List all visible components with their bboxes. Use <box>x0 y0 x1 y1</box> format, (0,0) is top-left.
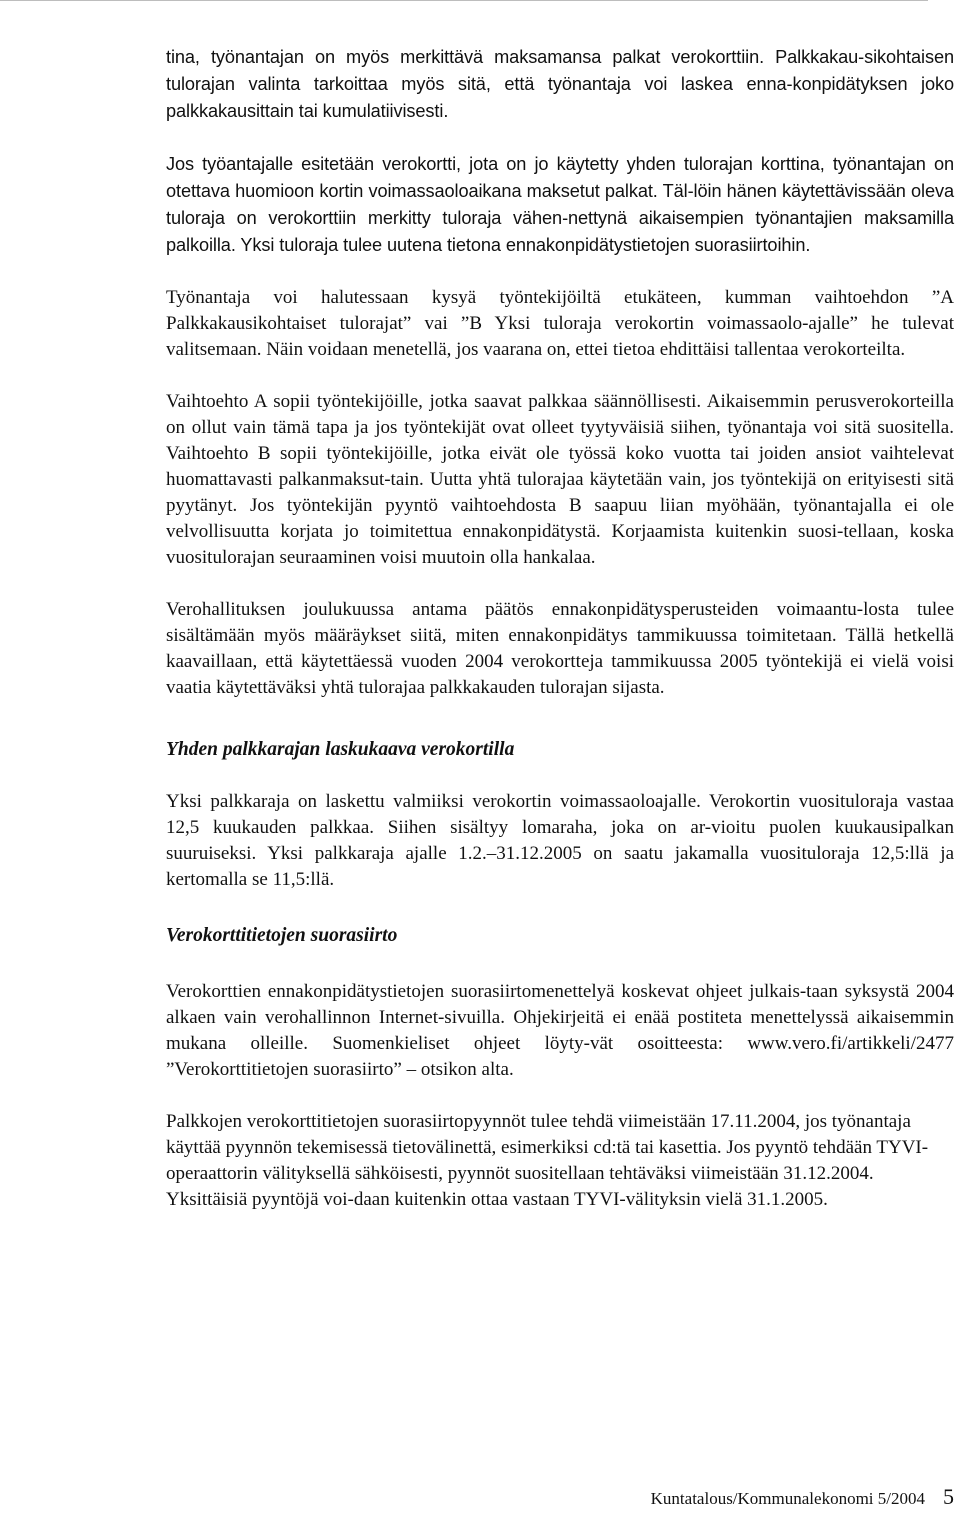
heading-formula: Yhden palkkarajan laskukaava verokortilla <box>166 739 515 760</box>
paragraph-3 <box>166 285 954 363</box>
paragraph-6 <box>166 789 954 893</box>
paragraph-7 <box>166 979 954 1083</box>
paragraph-8 <box>166 1109 954 1213</box>
paragraph-6-text: Yksi palkkaraja on laskettu valmiiksi verokortin voimassaoloajalle. Verokortin vuosituloraja vastaa 12,5 kuukauden palkkaa. Siihen sisältyy lomaraha, joka on ar-vioitu puolen kuukausipalkan suuruiseksi. Yksi palkkaraja ajalle 1.2.–31.12.2005 on saatu jakamalla vuosituloraja 12,5:llä ja kertomalla se 11,5:llä. <box>166 791 954 890</box>
footer-publication: Kuntatalous/Kommunalekonomi 5/2004 <box>650 1489 925 1508</box>
paragraph-4 <box>166 389 954 571</box>
paragraph-3-text: Työnantaja voi halutessaan kysyä työntekijöiltä etukäteen, kumman vaihtoehdon ”A Palkkakausikohtaiset tulorajat” vai ”B Yksi tuloraja verokortin voimassaolo-ajalle” he tulevat valitsemaan. Näin voidaan menetellä, jos vaarana on, ettei tietoa ehdittäisi tallentaa verokorteilta. <box>166 287 954 360</box>
paragraph-7-text: Verokorttien ennakonpidätystietojen suorasiirtomenettelyä koskevat ohjeet julkais-taan syksystä 2004 alkaen vain verohallinnon Internet-sivuilla. Ohjekirjeitä ei enää postiteta menettelyssä aikaisemmin mukana olleille. Suomenkieliset ohjeet löyty-vät osoitteesta: www.vero.fi/artikkeli/2477 ”Verokorttitietojen suorasiirto” – otsikon alta. <box>166 981 954 1080</box>
paragraph-1-text: tina, työnantajan on myös merkittävä maksamansa palkat verokorttiin. Palkkakau-sikohtaisen tulorajan valinta tarkoittaa myös sitä, että työnantaja voi laskea enna-konpidätyksen joko palkkakausittain tai kumulatiivisesti. <box>166 47 954 121</box>
page-number: 5 <box>943 1484 954 1509</box>
page-footer <box>651 1484 954 1510</box>
paragraph-4-text: Vaihtoehto A sopii työntekijöille, jotka saavat palkkaa säännöllisesti. Aikaisemmin perusverokorteilla on ollut vain tämä tapa ja jos työntekijät ovat olleet tyytyväisiä siihen, työnantaja voi sitä suositella. Vaihtoehto B sopii työntekijöille, jotka eivät ole työssä koko vuotta tai joiden ansiot vaihtelevat huomattavasti palkanmaksut-tain. Uutta yhtä tulorajaa käytetään vain, jos työntekijä on erityisesti sitä pyytänyt. Jos työntekijän pyyntö vaihtoehdosta B saapuu liian myöhään, työnantajalla ei ole velvollisuutta korjata jo toimitettua ennakonpidätystä. Korjaamista kuitenkin suosi-tellaan, koska vuositulorajan seuraaminen voisi muutoin olla hankalaa. <box>166 391 954 568</box>
paragraph-5-text: Verohallituksen joulukuussa antama päätös ennakonpidätysperusteiden voimaantu-losta tulee sisältämään myös määräykset siitä, miten ennakonpidätys tammikuussa toimitetaan. Tällä hetkellä kaavaillaan, että käytettäessä vuoden 2004 verokortteja tammikuussa 2005 työntekijä ei vielä voisi vaatia käytettäväksi yhtä tulorajaa palkkakauden tulorajan sijasta. <box>166 599 954 698</box>
top-rule <box>0 0 928 1</box>
heading-transfer: Verokorttitietojen suorasiirto <box>166 925 398 946</box>
document-page <box>166 44 954 1213</box>
paragraph-8-text: Palkkojen verokorttitietojen suorasiirtopyynnöt tulee tehdä viimeistään 17.11.2004, jos työnantaja käyttää pyynnön tekemisessä tietovälinettä, esimerkiksi cd:tä tai kasettia. Jos pyyntö tehdään TYVI-operaattorin välityksellä sähköisesti, pyynnöt suositellaan tehtäväksi viimeistään 31.12.2004. Yksittäisiä pyyntöjä voi-daan kuitenkin ottaa vastaan TYVI-välityksin vielä 31.1.2005. <box>166 1111 929 1210</box>
paragraph-2-text: Jos työantajalle esitetään verokortti, jota on jo käytetty yhden tulorajan korttina, työnantajan on otettava huomioon kortin voimassaoloaikana maksetut palkat. Täl-löin hänen käytettävissään oleva tuloraja on verokorttiin merkitty tuloraja vähen-nettynä aikaisempien työnantajien maksamilla palkoilla. Yksi tuloraja tulee uutena tietona ennakonpidätystietojen suorasiirtoihin. <box>166 154 954 255</box>
paragraph-2 <box>166 151 954 259</box>
paragraph-1 <box>166 44 954 125</box>
paragraph-5 <box>166 597 954 701</box>
